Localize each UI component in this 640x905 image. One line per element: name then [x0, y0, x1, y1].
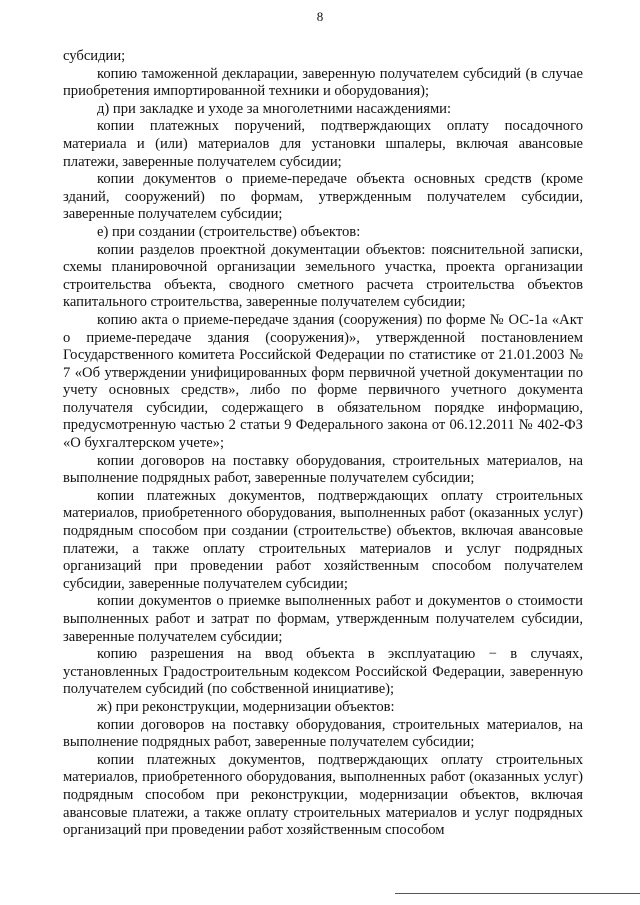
paragraph: копию акта о приеме-передаче здания (сооружения) по форме № ОС-1а «Акт о приеме-передаче здания (сооружения)», утвержденной постановлением Государственного комитета Российской Федерации по статистике от 21.01.2003 № 7 «Об утверждении унифицированных форм первичной учетной документации по учету основных средств», либо по форме первичного учетного документа получателя субсидии, содержащего в обязательном порядке информацию, предусмотренную частью 2 статьи 9 Федерального закона от 06.12.2011 № 402-ФЗ «О бухгалтерском учете»;	[63, 311, 583, 452]
page-edge-line	[395, 893, 640, 894]
paragraph: копии платежных документов, подтверждающих оплату строительных материалов, приобретенного оборудования, выполненных работ (оказанных услуг) подрядным способом при создании (строительстве) объектов, включая авансовые платежи, а также оплату строительных материалов и услуг подрядных организаций при проведении работ хозяйственным способом получателем субсидии, заверенные получателем субсидии;	[63, 487, 583, 592]
list-heading-d: д) при закладке и уходе за многолетними насаждениями:	[97, 100, 452, 117]
paragraph: копии документов о приеме-передаче объекта основных средств (кроме зданий, сооружений) по формам, утвержденным получателем субсидии, заверенные получателем субсидии;	[63, 171, 583, 223]
paragraph: копии договоров на поставку оборудования, строительных материалов, на выполнение подрядных работ, заверенные получателем субсидии;	[63, 716, 583, 751]
list-heading-e: е) при создании (строительстве) объектов:	[97, 223, 361, 240]
paragraph: субсидии;	[63, 48, 126, 64]
paragraph: копию разрешения на ввод объекта в эксплуатацию − в случаях, установленных Градостроительным кодексом Российской Федерации, заверенную получателем субсидий (по собственной инициативе);	[63, 646, 583, 698]
paragraph: копии платежных документов, подтверждающих оплату строительных материалов, приобретенного оборудования, выполненных работ (оказанных услуг) подрядным способом при реконструкции, модернизации объектов, включая авансовые платежи, а также оплату строительных материалов и услуг подрядных организаций при проведении работ хозяйственным способом	[63, 751, 583, 839]
paragraph: копии платежных поручений, подтверждающих оплату посадочного материала и (или) материалов для установки шпалеры, включая авансовые платежи, заверенные получателем субсидии;	[63, 118, 583, 170]
page-number: 8	[316, 9, 324, 24]
paragraph: копии разделов проектной документации объектов: пояснительной записки, схемы планировочной организации земельного участка, проекта организации строительства объекта, сводного сметного расчета строительства объектов капитального строительства, заверенные получателем субсидии;	[63, 241, 583, 311]
paragraph: копии договоров на поставку оборудования, строительных материалов, на выполнение подрядных работ, заверенные получателем субсидии;	[63, 452, 583, 487]
paragraph: копию таможенной декларации, заверенную получателем субсидий (в случае приобретения импортированной техники и оборудования);	[63, 65, 583, 100]
list-heading-zh: ж) при реконструкции, модернизации объектов:	[97, 698, 395, 715]
paragraph: копии документов о приемке выполненных работ и документов о стоимости выполненных работ и затрат по формам, утвержденным получателем субсидии, заверенные получателем субсидии;	[63, 593, 583, 645]
document-body	[63, 48, 583, 840]
